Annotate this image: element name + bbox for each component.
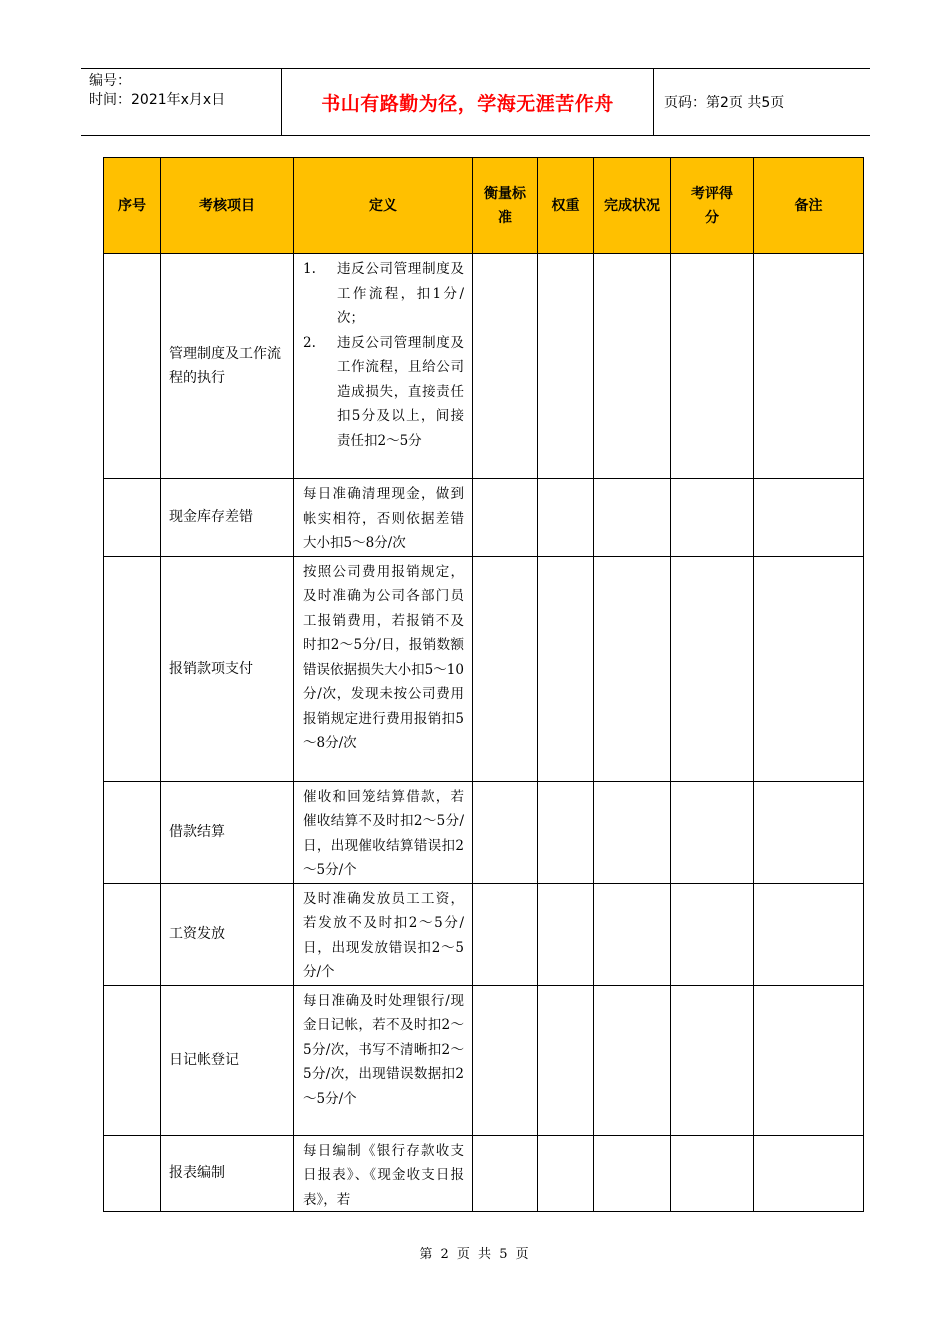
cell-index [104,883,161,985]
cell-score [671,556,754,781]
cell-standard [473,1135,538,1211]
cell-definition: 催收和回笼结算借款，若催收结算不及时扣2～5分/日，出现催收结算错误扣2～5分/个 [294,781,473,883]
cell-standard [473,883,538,985]
cell-index [104,781,161,883]
table-row [104,556,864,781]
cell-weight [538,781,594,883]
cell-status [594,883,671,985]
cell-status [594,479,671,557]
col-header-definition: 定义 [294,158,473,254]
cell-weight [538,883,594,985]
cell-score [671,1135,754,1211]
list-item [303,331,464,454]
cell-remarks [754,479,864,557]
cell-definition: 每日准确及时处理银行/现金日记帐，若不及时扣2～5分/次，书写不清晰扣2～5分/次，出现错误数据扣2～5分/个 [294,985,473,1135]
cell-standard [473,781,538,883]
kpi-table [103,157,864,1212]
table-row [104,883,864,985]
col-header-status: 完成状况 [594,158,671,254]
list-text: 违反公司管理制度及工作流程，扣1分/次； [337,261,464,326]
cell-status [594,985,671,1135]
cell-item: 现金库存差错 [161,479,294,557]
cell-remarks [754,254,864,479]
cell-score [671,479,754,557]
cell-definition: 按照公司费用报销规定，及时准确为公司各部门员工报销费用，若报销不及时扣2～5分/日，报销数额错误依据损失大小扣5～10分/次，发现未按公司费用报销规定进行费用报销扣5～8分/次 [294,556,473,781]
cell-weight [538,479,594,557]
col-header-item: 考核项目 [161,158,294,254]
col-header-remarks: 备注 [754,158,864,254]
document-header [81,68,870,136]
table-row [104,781,864,883]
cell-definition: 每日准确清理现金，做到帐实相符，否则依据差错大小扣5～8分/次 [294,479,473,557]
cell-standard [473,254,538,479]
cell-standard [473,479,538,557]
cell-index [104,1135,161,1211]
cell-definition [294,1135,473,1211]
cell-remarks [754,985,864,1135]
cell-status [594,781,671,883]
cell-item: 日记帐登记 [161,985,294,1135]
list-item [303,257,464,331]
list-number: 1. [303,261,316,277]
col-header-index: 序号 [104,158,161,254]
cell-item: 工资发放 [161,883,294,985]
col-header-score: 考评得分 [671,158,754,254]
header-page-info: 页码：第2页 共5页 [664,95,785,111]
cell-item: 报表编制 [161,1135,294,1211]
col-header-weight: 权重 [538,158,594,254]
cell-score [671,883,754,985]
cell-weight [538,254,594,479]
cell-index [104,985,161,1135]
cell-standard [473,556,538,781]
cell-weight [538,1135,594,1211]
definition-text: 每日编制《银行存款收支日报表》、《现金收支日报表》，若 [303,1142,464,1208]
cell-item: 借款结算 [161,781,294,883]
cell-definition: 及时准确发放员工工资，若发放不及时扣2～5分/日，出现发放错误扣2～5分/个 [294,883,473,985]
cell-remarks [754,1135,864,1211]
cell-index [104,254,161,479]
cell-definition [294,254,473,479]
list-text: 违反公司管理制度及工作流程，且给公司造成损失，直接责任扣5分及以上，间接责任扣2～5分 [337,334,464,449]
document-date: 时间：2021年x月x日 [89,92,226,108]
cell-item: 报销款项支付 [161,556,294,781]
table-row [104,1135,864,1211]
cell-weight [538,985,594,1135]
cell-remarks [754,556,864,781]
cell-item: 管理制度及工作流程的执行 [161,254,294,479]
cell-remarks [754,781,864,883]
table-row [104,254,864,479]
list-number: 2. [303,334,316,351]
definition-list [303,257,464,453]
cell-score [671,254,754,479]
cell-index [104,556,161,781]
cell-score [671,985,754,1135]
cell-score [671,781,754,883]
cell-status [594,1135,671,1211]
header-meta [81,69,281,135]
cell-standard [473,985,538,1135]
table-row [104,479,864,557]
cell-remarks [754,883,864,985]
document-code: 编号： [89,73,131,89]
table-row [104,985,864,1135]
cell-weight [538,556,594,781]
table-header-row [104,158,864,254]
col-header-standard: 衡量标准 [473,158,538,254]
cell-status [594,254,671,479]
cell-status [594,556,671,781]
cell-index [104,479,161,557]
header-motto: 书山有路勤为径，学海无涯苦作舟 [281,69,654,135]
page-footer: 第 2 页 共 5 页 [419,1247,531,1262]
